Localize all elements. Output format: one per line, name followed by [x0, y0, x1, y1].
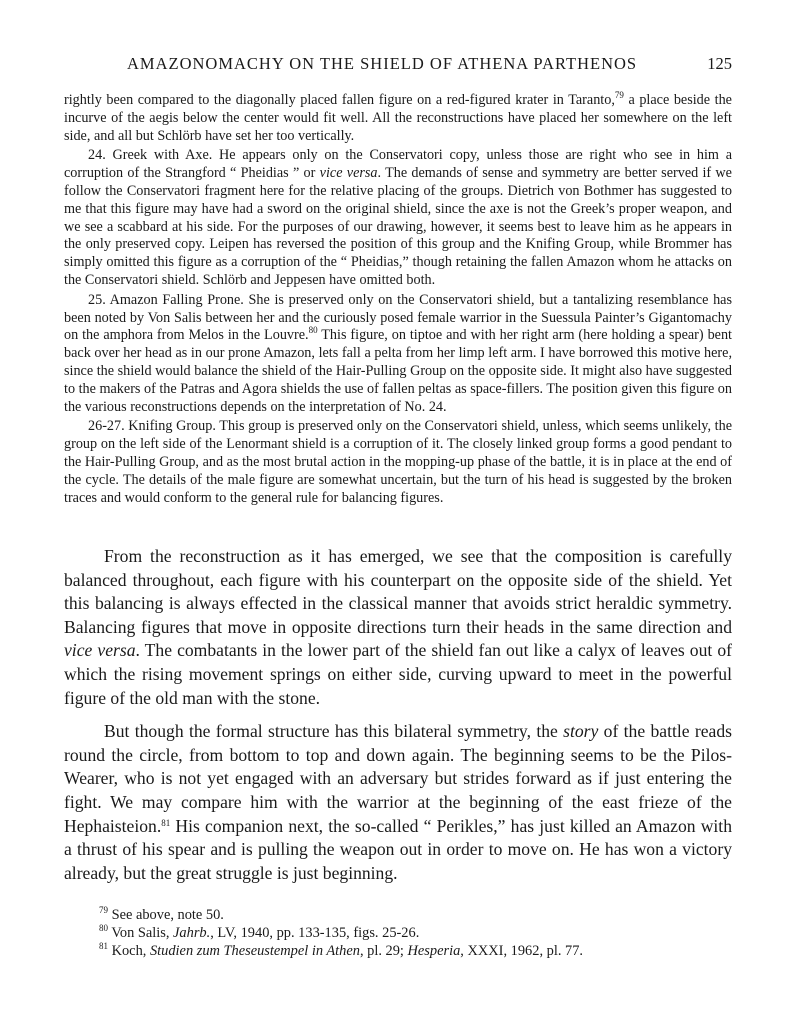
catalogue-entries	[64, 92, 732, 507]
text-run: 26-27. Knifing Group. This group is preserved only on the Conservatori shield, unless, which seems unlikely, the group on the left side of the Lenormant shield is a corruption of it. The closely linked group forms a good pendant to the Hair-Pulling Group, and as the most brutal action in the mopping-up phase of the battle, it is in place at the end of the cycle. The details of the male figure are somewhat uncertain, but the turn of his head is suggested by the broken traces and would conform to the general rule for balancing figures.	[64, 418, 732, 506]
italic-text: Jahrb.	[173, 925, 211, 941]
text-run: From the reconstruction as it has emerged, we see that the composition is carefully balanced throughout, each figure with his counterpart on the opposite side of the shield. Yet this balancing is always effected in the classical manner that avoids strict heraldic symmetry. Balancing figures that move in opposite directions turn their heads in the same direction and	[64, 546, 732, 637]
italic-text: vice versa	[64, 640, 136, 661]
text-run: of the battle reads round the circle, from bottom to top and down again. The beginning seems to be the Pilos-Wearer, who is not yet engaged with an adversary but strides forward as if just entering the fight. We may compare him with the warrior at the beginning of the east frieze of the Hephaisteion.	[64, 721, 732, 836]
italic-text: Hesperia	[407, 943, 461, 959]
page-number: 125	[707, 54, 732, 73]
catalogue-paragraph	[64, 418, 732, 507]
footnote	[64, 906, 732, 924]
italic-text: story	[563, 721, 599, 742]
footnote-ref: 79	[614, 90, 624, 100]
footnote-ref: 80	[308, 325, 318, 336]
text-run: But though the formal structure has this bilateral symmetry, the	[104, 721, 564, 742]
text-run: His companion next, the so-called “ Perikles,” has just killed an Amazon with a thrust of his spear and is pulling the weapon out in order to move on. He has won a victory already, but the great struggle is just beginning.	[64, 815, 732, 883]
catalogue-paragraph	[64, 292, 732, 417]
footnote	[64, 924, 732, 942]
footnote-ref: 79	[99, 905, 108, 915]
text-run: , XXXI, 1962, pl. 77.	[460, 943, 584, 959]
text-run: 24. Greek with Axe. He appears only on the Conservatori copy, unless those are right who see in him a corruption of the Strangford “ Pheidias ” or	[64, 147, 732, 182]
body-paragraph	[64, 720, 732, 885]
text-run: . The combatants in the lower part of the shield fan out like a calyx of leaves out of which the rising movement springs on either side, curving upward to meet in the powerful figure of the old man with the stone.	[64, 640, 732, 708]
body-paragraph	[64, 545, 732, 710]
footnote-ref: 80	[99, 923, 108, 933]
text-run: Koch,	[108, 943, 150, 959]
text-run: . The demands of sense and symmetry are better served if we follow the Conservatori fragment here for the relative placing of the groups. Dietrich von Bothmer has suggested to me that this figure may have had a sword on the original shield, since the axe is not the Greek’s proper weapon, and we see a scabbard at his side. For the purposes of our drawing, however, it seems best to leave him as he appears in the only preserved copy. Leipen has reversed the position of this group and the Knifing Group, while Brommer has simply omitted this figure as a corruption of the “ Pheidias,” though retaining the fallen Amazon whom he attacks on the Conservatori shield. Schlörb and Jeppesen have omitted both.	[64, 165, 732, 288]
footnote	[64, 942, 732, 960]
footnote-ref: 81	[99, 941, 108, 951]
text-run: rightly been compared to the diagonally placed fallen figure on a red-figured krater in Taranto,	[64, 92, 615, 108]
footnote-ref: 81	[161, 817, 171, 828]
text-run: , pl. 29;	[359, 943, 408, 959]
italic-text: vice versa	[319, 165, 378, 182]
text-run: This figure, on tiptoe and with her right arm (here holding a spear) bent back over her head as in our prone Amazon, lets fall a pelta from her limp left arm. I have borrowed this motive here, since the shield would balance the shield of the Hair-Pulling Group on the opposite side. It might also have suggested to the makers of the Patras and Agora shields the use of fallen peltas as space-fillers. The position given this figure on the various reconstructions depends on the interpretation of No. 24.	[64, 327, 732, 415]
running-header	[64, 54, 732, 78]
text-run: 25. Amazon Falling Prone. She is preserved only on the Conservatori shield, but a tantalizing resemblance has been noted by Von Salis between her and the curiously posed female warrior in the Suessula Painter’s Gigantomachy on the amphora from Melos in the Louvre.	[64, 291, 732, 344]
text-run: See above, note 50.	[108, 907, 224, 923]
catalogue-paragraph	[64, 147, 732, 289]
footnotes	[64, 906, 732, 960]
text-run: a place beside the incurve of the aegis below the center would fit well. All the reconstructions have placed her somewhere on the left side, and all but Schlörb have set her too vertically.	[64, 92, 732, 144]
text-run: , LV, 1940, pp. 133-135, figs. 25-26.	[210, 925, 420, 941]
running-title: AMAZONOMACHY ON THE SHIELD OF ATHENA PARTHENOS	[127, 54, 638, 73]
italic-text: Studien zum Theseustempel in Athen	[149, 943, 360, 959]
text-run: Von Salis,	[108, 925, 174, 941]
catalogue-paragraph	[64, 92, 732, 145]
body-text	[64, 545, 732, 885]
